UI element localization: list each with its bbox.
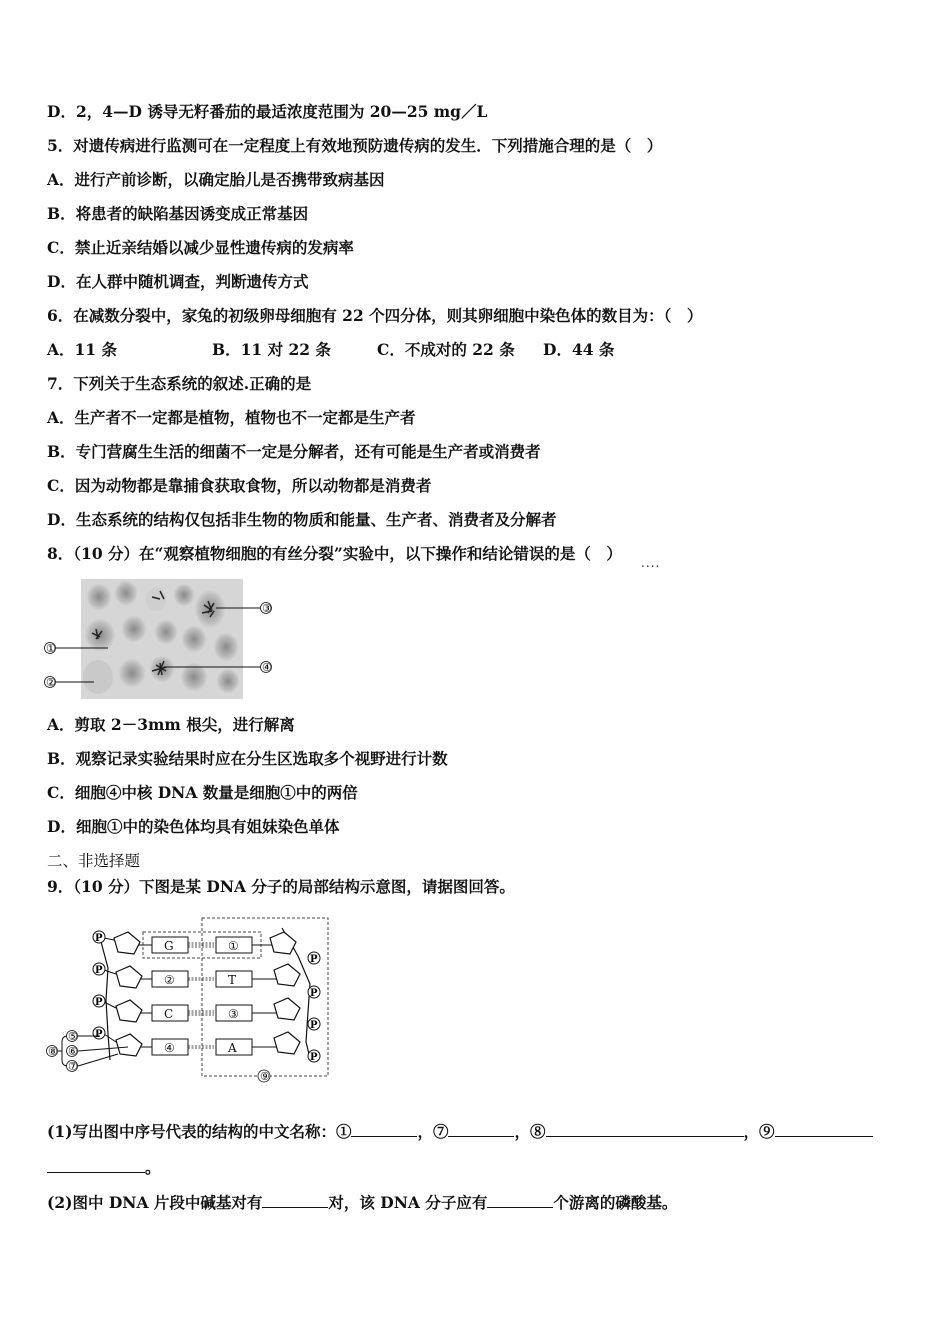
q9-part1-end: 。: [145, 1158, 161, 1177]
q6-option-a: A．11 条: [47, 340, 117, 359]
base-right-3: ③: [228, 1007, 239, 1021]
label-5: ⑤: [68, 1030, 78, 1043]
q5-option-c: C．禁止近亲结婚以减少显性遗传病的发病率: [47, 238, 354, 257]
q9-part2-b: 对，该 DNA 分子应有: [328, 1193, 488, 1212]
q9-part1-sep7: ，⑦: [417, 1122, 449, 1141]
q9-part1-continued: [47, 1156, 161, 1178]
base-left-3: C: [164, 1007, 174, 1021]
q9-part1-lead: (1)写出图中序号代表的结构的中文名称：①: [47, 1122, 352, 1141]
dna-structure-diagram: [44, 912, 336, 1084]
q7-option-d: D．生态系统的结构仅包括非生物的物质和能量、生产者、消费者及分解者: [47, 510, 557, 529]
q9-part1-sep9: ，⑨: [743, 1122, 775, 1141]
phosphate-label: P: [310, 954, 318, 965]
q6-option-b: B．11 对 22 条: [212, 340, 331, 359]
q5-stem: 5．对遗传病进行监测可在一定程度上有效地预防遗传病的发生．下列措施合理的是（ ）: [47, 136, 663, 155]
answer-blank-9[interactable]: [775, 1120, 873, 1137]
phosphate-label: P: [95, 997, 103, 1008]
base-right-4: A: [228, 1041, 237, 1055]
base-left-4: ④: [164, 1041, 175, 1055]
answer-blank-phosphates[interactable]: [487, 1191, 553, 1208]
micrograph-label-2: ②: [46, 676, 56, 689]
base-left-1: G: [164, 939, 174, 953]
q8-stem: 8．（10 分）在“观察植物细胞的有丝分裂”实验中，以下操作和结论错误的是（ ）: [47, 544, 622, 563]
q6-option-c: C．不成对的 22 条: [377, 340, 515, 359]
q7-stem: 7．下列关于生态系统的叙述.正确的是: [47, 374, 312, 393]
answer-blank-7[interactable]: [448, 1120, 514, 1137]
micrograph-label-3: ③: [262, 602, 272, 615]
label-8: ⑧: [48, 1045, 58, 1058]
q9-stem: 9．（10 分）下图是某 DNA 分子的局部结构示意图，请据图回答。: [47, 877, 515, 896]
answer-blank-base-pairs[interactable]: [262, 1191, 328, 1208]
phosphate-label: P: [95, 965, 103, 976]
q8-option-b: B．观察记录实验结果时应在分生区选取多个视野进行计数: [47, 749, 448, 768]
q6-stem: 6．在减数分裂中，家兔的初级卵母细胞有 22 个四分体，则其卵细胞中染色体的数目为：（ ）: [47, 306, 703, 325]
base-right-2: T: [228, 973, 237, 987]
q8-option-a: A．剪取 2－3mm 根尖，进行解离: [47, 715, 295, 734]
q9-part2-a: (2)图中 DNA 片段中碱基对有: [47, 1193, 263, 1212]
phosphate-label: P: [310, 1020, 318, 1031]
q9-part1-sep8: ，⑧: [514, 1122, 546, 1141]
q7-option-a: A．生产者不一定都是植物，植物也不一定都是生产者: [47, 408, 416, 427]
q7-option-c: C．因为动物都是靠捕食获取食物，所以动物都是消费者: [47, 476, 432, 495]
q9-part1: [47, 1120, 873, 1142]
label-6: ⑥: [68, 1045, 78, 1058]
bottom-label: [258, 1070, 270, 1083]
phosphate-label: P: [95, 1029, 103, 1040]
answer-blank-9-continued[interactable]: [47, 1156, 145, 1173]
section-title-nonchoice: 二、非选择题: [47, 852, 141, 870]
q6-option-d: D．44 条: [543, 340, 615, 359]
answer-blank-8[interactable]: [546, 1120, 744, 1137]
emphasis-dots: ....: [641, 556, 661, 570]
q9-part2-c: 个游离的磷酸基。: [553, 1193, 678, 1212]
micrograph-label-4: ④: [262, 661, 272, 674]
cell-micrograph-figure: [44, 577, 280, 701]
phosphate-label: P: [95, 933, 103, 944]
label-9: ⑨: [260, 1070, 270, 1083]
q9-part2: [47, 1191, 677, 1213]
q7-option-b: B．专门营腐生生活的细菌不一定是分解者，还有可能是生产者或消费者: [47, 442, 541, 461]
base-left-2: ②: [164, 973, 175, 987]
label-7: ⑦: [68, 1060, 78, 1073]
q5-option-d: D．在人群中随机调查，判断遗传方式: [47, 272, 309, 291]
q5-option-a: A．进行产前诊断，以确定胎儿是否携带致病基因: [47, 170, 385, 189]
phosphate-label: P: [310, 988, 318, 999]
q8-option-d: D．细胞①中的染色体均具有姐妹染色单体: [47, 817, 340, 836]
base-right-1: ①: [228, 939, 239, 953]
q4-option-d: D．2，4—D 诱导无籽番茄的最适浓度范围为 20—25 mg／L: [47, 102, 488, 121]
q8-option-c: C．细胞④中核 DNA 数量是细胞①中的两倍: [47, 783, 358, 802]
answer-blank-1[interactable]: [351, 1120, 417, 1137]
micrograph-label-1: ①: [46, 642, 56, 655]
phosphate-label: P: [310, 1052, 318, 1063]
q5-option-b: B．将患者的缺陷基因诱变成正常基因: [47, 204, 309, 223]
